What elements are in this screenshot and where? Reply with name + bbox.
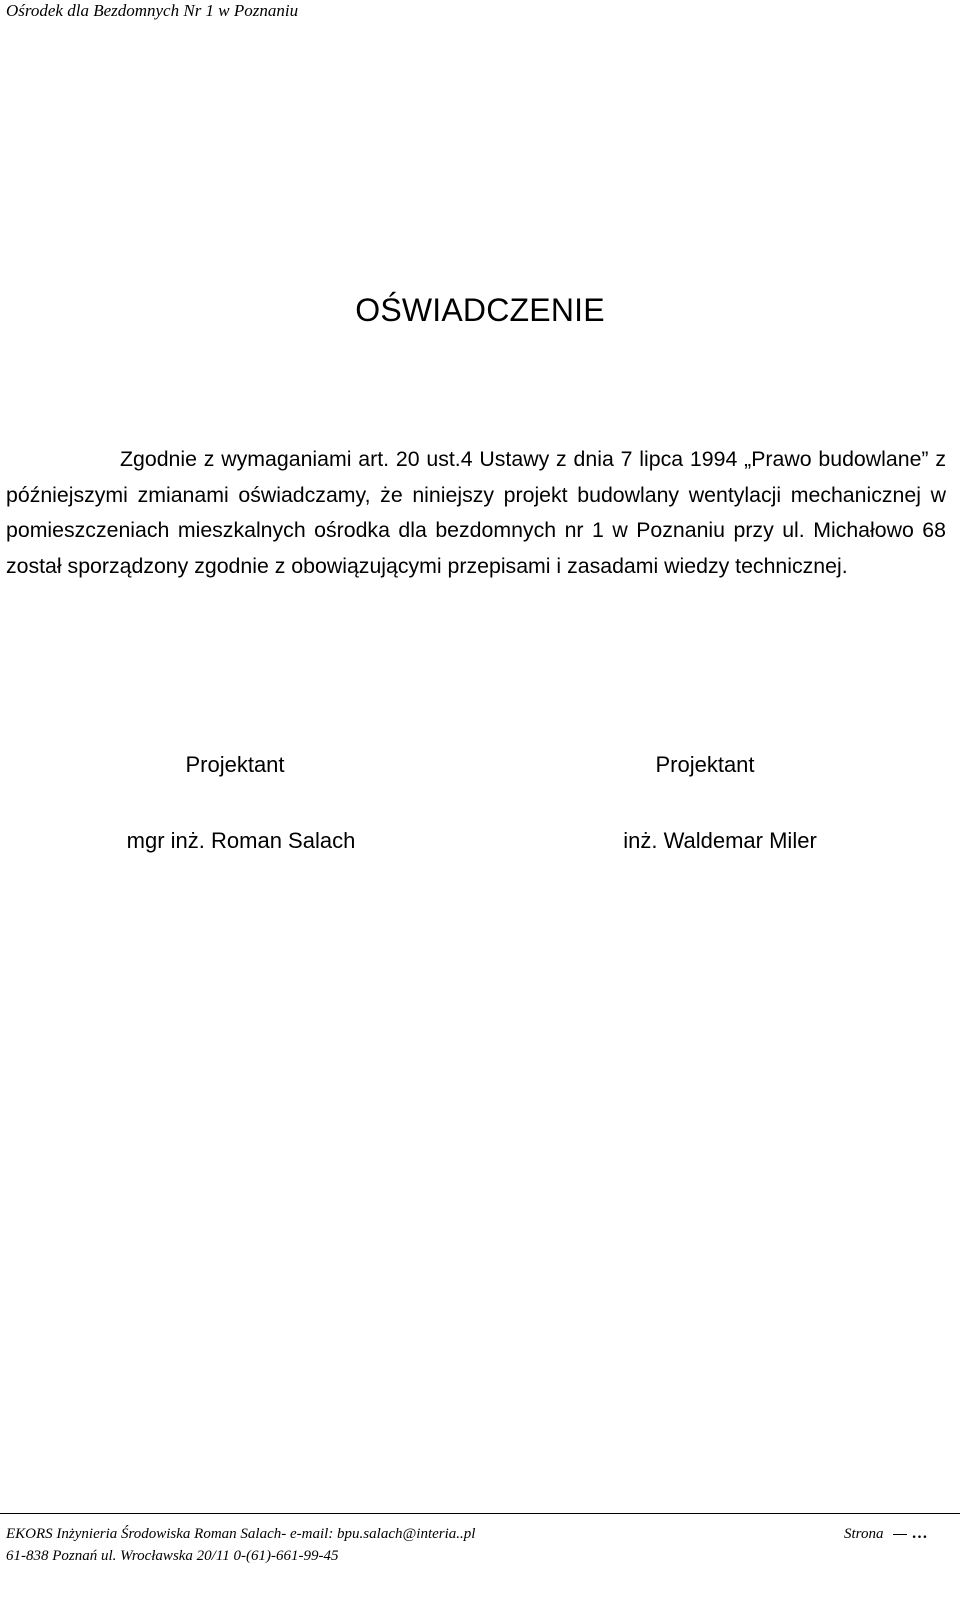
footer-divider (0, 1513, 960, 1514)
running-header: Ośrodek dla Bezdomnych Nr 1 w Poznaniu (6, 1, 299, 20)
footer-address-line: 61-838 Poznań ul. Wrocławska 20/11 0-(61)-661-99-45 (6, 1548, 339, 1564)
footer-page-indicator (844, 1524, 927, 1544)
signature-left-role: Projektant (185, 752, 285, 777)
declaration-paragraph: Zgodnie z wymaganiami art. 20 ust.4 Ustawy z dnia 7 lipca 1994 „Prawo budowlane” z późniejszymi zmianami oświadczamy, że niniejszy projekt budowlany wentylacji mechanicznej w pomieszczeniach mieszkalnych ośrodka dla bezdomnych nr 1 w Poznaniu przy ul. Michałowo 68 został sporządzony zgodnie z obowiązującymi przepisami i zasadami wiedzy technicznej. (6, 447, 946, 578)
signature-right-name: inż. Waldemar Miler (623, 828, 817, 853)
footer-page-number: … (911, 1525, 928, 1542)
footer-page-dash (893, 1534, 907, 1535)
footer-page-label: Strona (844, 1526, 884, 1542)
signature-right-role: Projektant (655, 752, 755, 777)
signature-left-name: mgr inż. Roman Salach (126, 828, 356, 853)
document-title: OŚWIADCZENIE (355, 292, 605, 328)
footer-company-line: EKORS Inżynieria Środowiska Roman Salach- e-mail: bpu.salach@interia..pl (6, 1526, 476, 1542)
